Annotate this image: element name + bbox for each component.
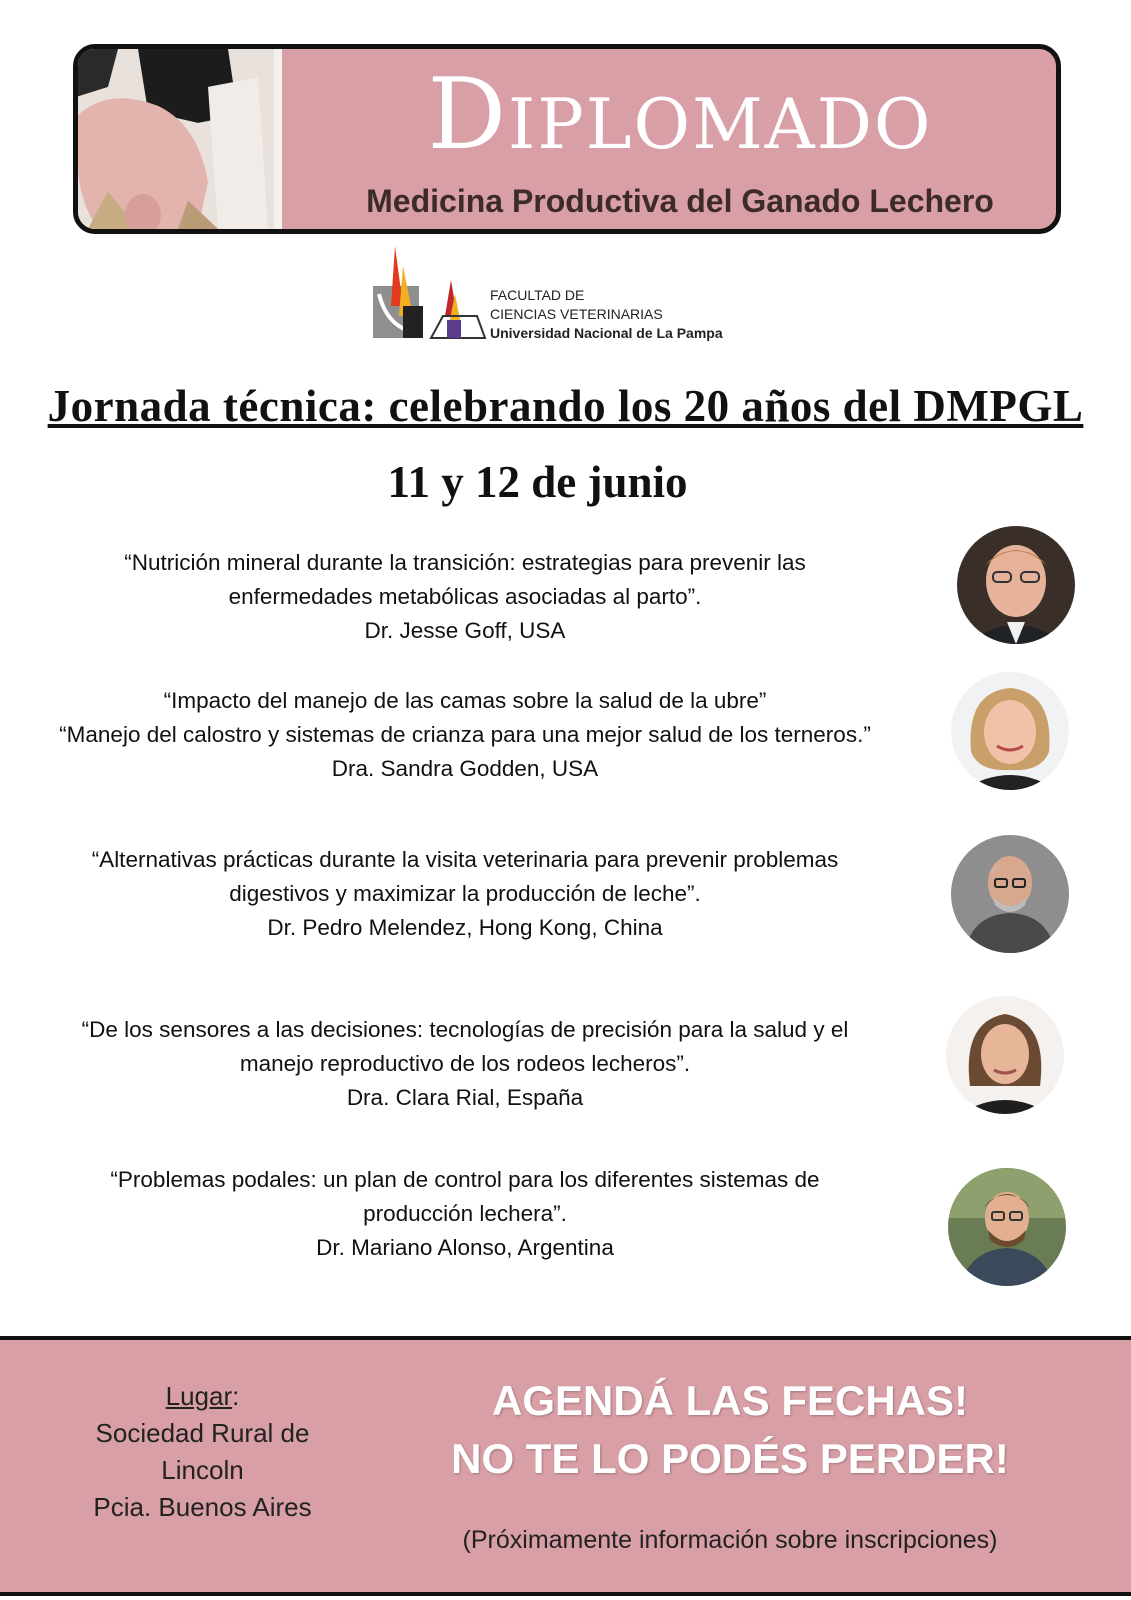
- talk-title-line: “Alternativas prácticas durante la visita veterinaria para prevenir problemas: [91, 847, 839, 872]
- faculty-name: [490, 286, 723, 343]
- talk-title-line: digestivos y maximizar la producción de leche”.: [229, 881, 701, 906]
- talk-title-line: “Impacto del manejo de las camas sobre la salud de la ubre”: [163, 688, 767, 713]
- venue: [70, 1378, 335, 1526]
- talk-title-line: “Problemas podales: un plan de control para los diferentes sistemas de: [110, 1167, 820, 1192]
- venue-label: Lugar: [165, 1381, 233, 1411]
- speaker-photo-mariano-alonso: [948, 1168, 1066, 1286]
- faculty-line-2: CIENCIAS VETERINARIAS: [490, 306, 663, 322]
- faculty-logo: [373, 246, 493, 344]
- speaker-photo-sandra-godden: [951, 672, 1069, 790]
- talk-2: [0, 684, 930, 786]
- talk-title-line: manejo reproductivo de los rodeos lecheros”.: [239, 1051, 691, 1076]
- talk-1: [0, 546, 930, 648]
- talk-title-line: “De los sensores a las decisiones: tecnologías de precisión para la salud y el: [81, 1017, 849, 1042]
- venue-line-3: Pcia. Buenos Aires: [93, 1492, 312, 1522]
- speaker-photo-clara-rial: [946, 996, 1064, 1114]
- talk-speaker: Dra. Clara Rial, España: [346, 1085, 584, 1110]
- faculty-line-1: FACULTAD DE: [490, 287, 585, 303]
- university-name: Universidad Nacional de La Pampa: [490, 325, 723, 341]
- banner-divider: [274, 49, 282, 229]
- talk-speaker: Dr. Mariano Alonso, Argentina: [316, 1235, 614, 1260]
- event-dates: 11 y 12 de junio: [387, 457, 688, 507]
- talk-title-line: enfermedades metabólicas asociadas al parto”.: [228, 584, 702, 609]
- cta-line-1: AGENDÁ LAS FECHAS!: [491, 1377, 968, 1424]
- venue-line-1: Sociedad Rural de: [95, 1418, 310, 1448]
- talk-speaker: Dr. Jesse Goff, USA: [364, 618, 566, 643]
- talk-5: [0, 1163, 930, 1265]
- event-title: Jornada técnica: celebrando los 20 años del DMPGL: [47, 381, 1084, 431]
- speaker-photo-pedro-melendez: [951, 835, 1069, 953]
- registration-note: (Próximamente información sobre inscripciones): [462, 1526, 998, 1554]
- talk-title-line: producción lechera”.: [363, 1201, 567, 1226]
- talk-3: [0, 843, 930, 945]
- venue-line-2: Lincoln: [161, 1455, 244, 1485]
- talk-title-line: “Manejo del calostro y sistemas de crianza para una mejor salud de los terneros.”: [59, 722, 871, 747]
- diplomado-banner: [73, 44, 1061, 234]
- cta-line-2: NO TE LO PODÉS PERDER!: [451, 1435, 1009, 1482]
- speaker-photo-jesse-goff: [957, 526, 1075, 644]
- footer: [0, 1340, 1131, 1592]
- venue-label-colon: :: [232, 1381, 240, 1411]
- talk-speaker: Dra. Sandra Godden, USA: [331, 756, 599, 781]
- footer-bottom-border: [0, 1592, 1131, 1596]
- call-to-action: [410, 1372, 1050, 1488]
- banner-title: Diplomado: [427, 58, 933, 172]
- talk-title-line: “Nutrición mineral durante la transición: estrategias para prevenir las: [124, 550, 806, 575]
- talk-speaker: Dr. Pedro Melendez, Hong Kong, China: [267, 915, 663, 940]
- cow-udder-photo: [78, 49, 274, 229]
- talk-4: [0, 1013, 930, 1115]
- banner-subtitle: Medicina Productiva del Ganado Lechero: [366, 183, 994, 219]
